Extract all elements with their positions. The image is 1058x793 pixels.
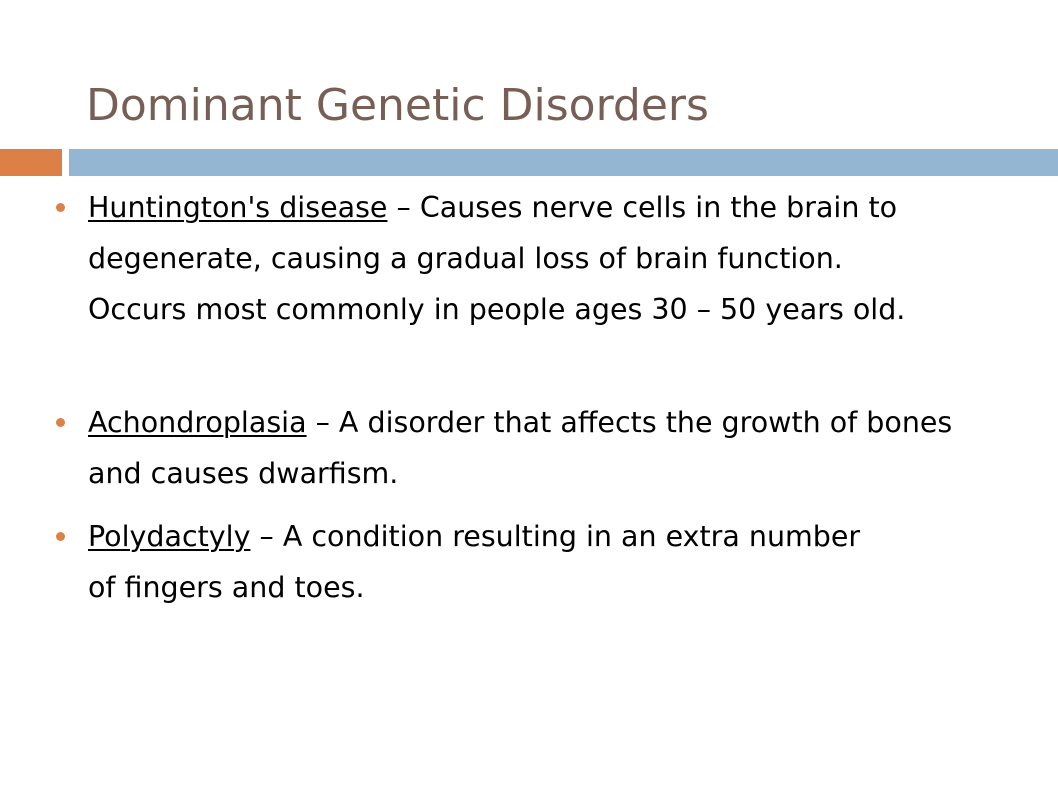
bullet-text (88, 511, 888, 613)
bullet-dot-icon (56, 532, 65, 541)
bullet-dot-icon (56, 203, 65, 212)
term-label: Achondroplasia (88, 406, 307, 439)
term-description: – Causes nerve cells in the brain to degenerate, causing a gradual loss of brain function. Occurs most commonly in people ages 30 – 50 years old. (88, 191, 906, 326)
bullet-text (88, 182, 908, 335)
accent-bar-orange (0, 149, 62, 176)
term-description: – A disorder that affects the growth of bones and causes dwarfism. (88, 406, 953, 490)
term-label: Polydactyly (88, 520, 251, 553)
bullet-dot-icon (56, 418, 65, 427)
accent-bar-blue (69, 149, 1058, 176)
term-label: Huntington's disease (88, 191, 388, 224)
term-description: – A condition resulting in an extra number of fingers and toes. (88, 520, 861, 604)
slide-title: Dominant Genetic Disorders (86, 80, 709, 131)
bullet-text (88, 397, 988, 499)
